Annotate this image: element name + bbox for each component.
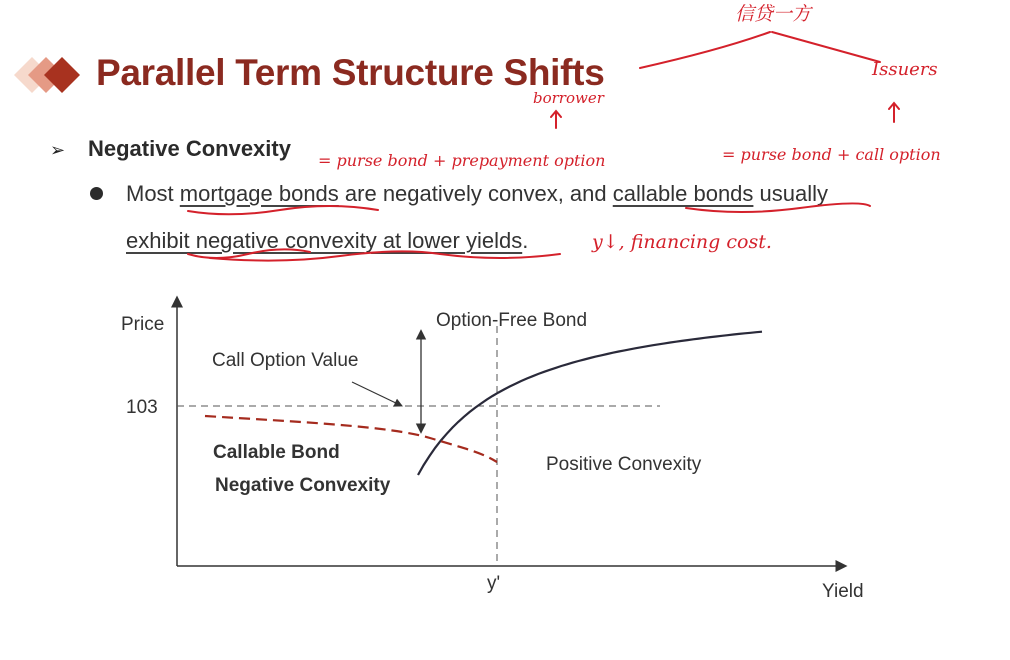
bullet-text-line-2	[126, 228, 528, 254]
page-title: Parallel Term Structure Shifts	[96, 52, 605, 93]
annotation-issuer: Issuers	[872, 59, 938, 80]
arrow-bullet-icon: ➢	[50, 140, 66, 160]
bullet-text: are negatively convex, and	[338, 181, 613, 206]
option-free-bond-label: Option-Free Bond	[436, 310, 588, 331]
annotation-borrower: borrower	[533, 89, 604, 107]
mortgage-bonds-term: mortgage bonds	[179, 181, 339, 206]
y-axis-label: Price	[121, 314, 165, 335]
call-option-pointer-arrow	[352, 382, 400, 405]
bullet-dot-icon	[90, 187, 103, 200]
negative-convexity-label: Negative Convexity	[215, 475, 391, 496]
x-axis-label: Yield	[822, 581, 864, 602]
positive-convexity-label: Positive Convexity	[546, 454, 702, 475]
annotation-top: 信贷一方	[735, 3, 812, 25]
annotation-note: y↓, financing cost.	[592, 231, 772, 253]
bullet-text: usually	[753, 181, 829, 206]
option-free-bond-curve	[418, 332, 762, 475]
x-tick-label: y'	[487, 573, 501, 594]
section-heading: Negative Convexity	[88, 136, 291, 161]
annotation-formula-right: = purse bond + call option	[722, 145, 941, 164]
bullet-text: Most	[126, 181, 180, 206]
call-option-value-label: Call Option Value	[212, 350, 359, 371]
negative-convexity-phrase: exhibit negative convexity at lower yields	[126, 228, 523, 253]
callable-bonds-term: callable bonds	[612, 181, 754, 206]
annotation-formula-left: = purse bond + prepayment option	[318, 151, 606, 170]
logo-icon	[14, 52, 92, 98]
bullet-text: .	[522, 228, 529, 253]
y-tick-label: 103	[126, 397, 158, 418]
callable-bond-label: Callable Bond	[213, 442, 340, 463]
bullet-text-line-1	[126, 181, 828, 207]
callable-bond-curve	[205, 416, 497, 462]
